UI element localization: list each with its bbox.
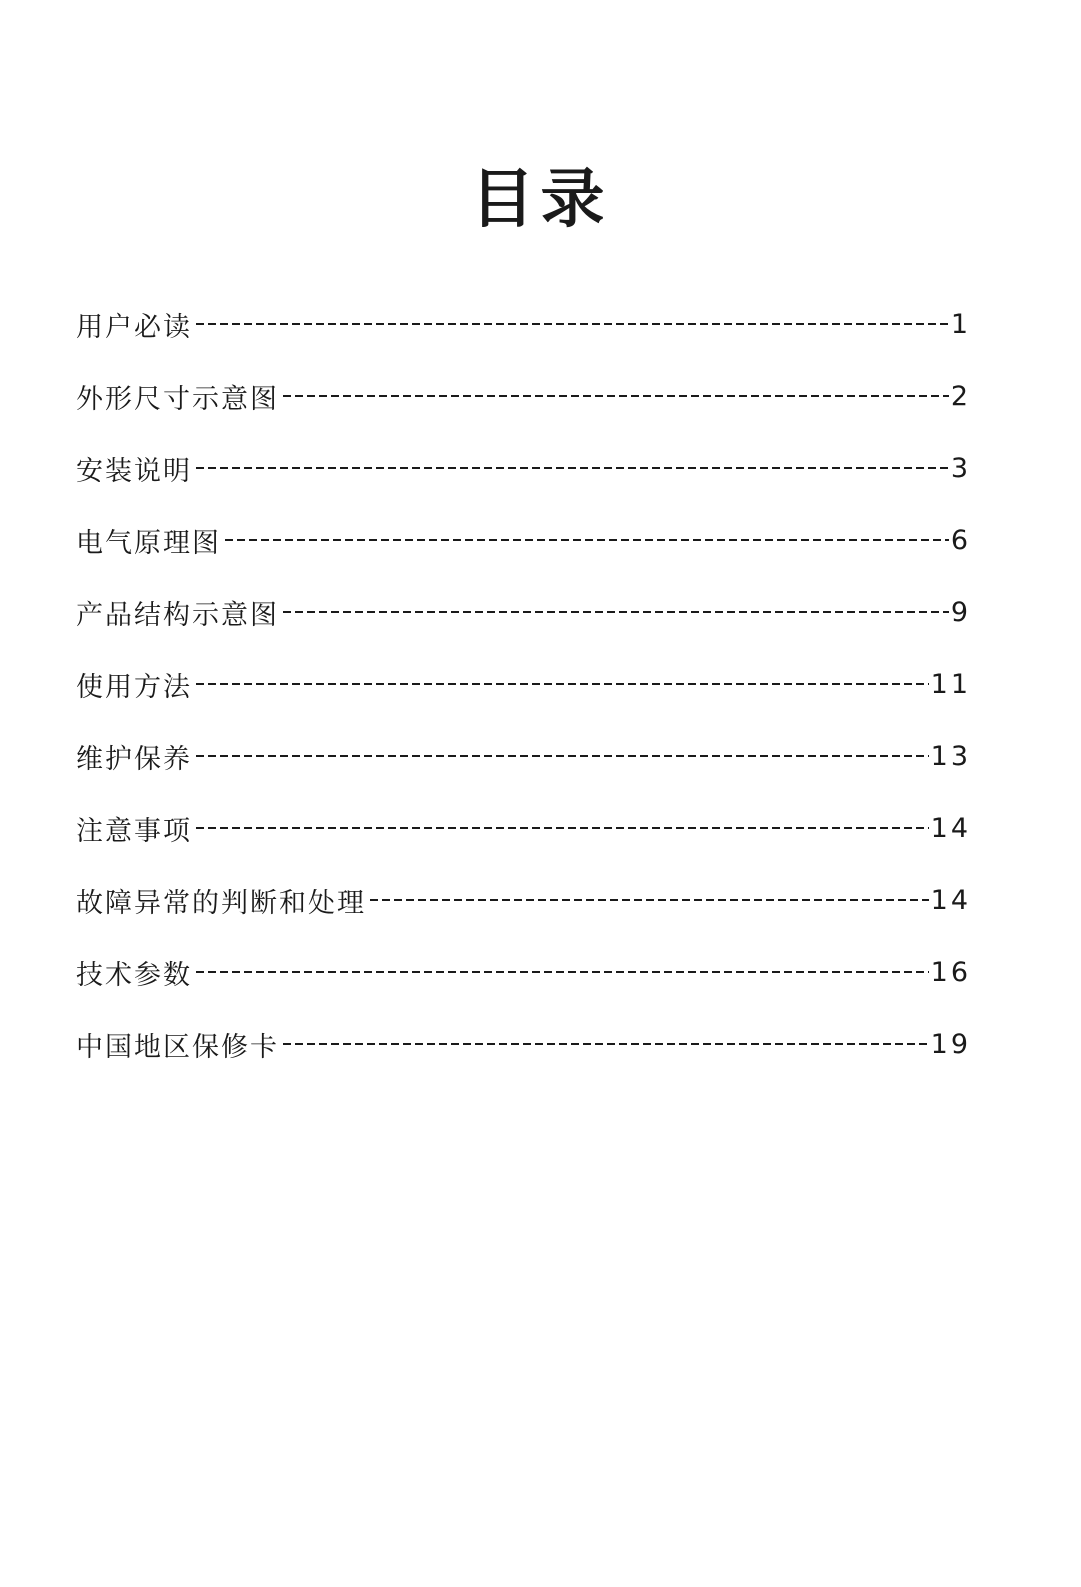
toc-entry[interactable] [76,792,971,864]
toc-entry[interactable] [76,864,971,936]
toc-entry-page-number: 14 [930,884,971,916]
toc-entry[interactable] [76,720,971,792]
toc-entry-label: 用户必读 [76,311,192,343]
dot-leader [196,467,949,469]
toc-entry-page-number: 9 [950,596,971,628]
toc-entry[interactable] [76,1008,971,1080]
page-title: 目录 [470,163,611,237]
toc-entry-page-number: 2 [950,380,971,412]
toc-entry-label: 故障异常的判断和处理 [76,887,366,919]
dot-leader [196,323,949,325]
toc-entry[interactable] [76,936,971,1008]
dot-leader [370,899,929,901]
dot-leader [196,755,929,757]
dot-leader [196,827,929,829]
dot-leader [196,971,929,973]
toc-entry-label: 使用方法 [76,671,192,703]
toc-entry[interactable] [76,360,971,432]
toc-entry-page-number: 1 [950,308,971,340]
table-of-contents [76,288,971,1080]
dot-leader [196,683,929,685]
toc-entry-label: 维护保养 [76,743,192,775]
toc-entry[interactable] [76,432,971,504]
toc-entry-page-number: 13 [930,740,971,772]
toc-entry-page-number: 16 [930,956,971,988]
toc-entry-page-number: 14 [930,812,971,844]
dot-leader [283,395,949,397]
toc-entry-label: 安装说明 [76,455,192,487]
toc-entry-page-number: 6 [950,524,971,556]
dot-leader [283,1043,929,1045]
toc-entry[interactable] [76,576,971,648]
toc-entry-label: 电气原理图 [76,527,221,559]
toc-entry-label: 外形尺寸示意图 [76,383,279,415]
toc-entry-label: 产品结构示意图 [76,599,279,631]
dot-leader [283,611,949,613]
toc-entry-page-number: 3 [950,452,971,484]
toc-entry-page-number: 11 [930,668,971,700]
toc-entry[interactable] [76,288,971,360]
dot-leader [225,539,949,541]
toc-entry-label: 中国地区保修卡 [76,1031,279,1063]
toc-entry-page-number: 19 [930,1028,971,1060]
toc-entry-label: 注意事项 [76,815,192,847]
toc-entry-label: 技术参数 [76,959,192,991]
toc-entry[interactable] [76,648,971,720]
toc-entry[interactable] [76,504,971,576]
